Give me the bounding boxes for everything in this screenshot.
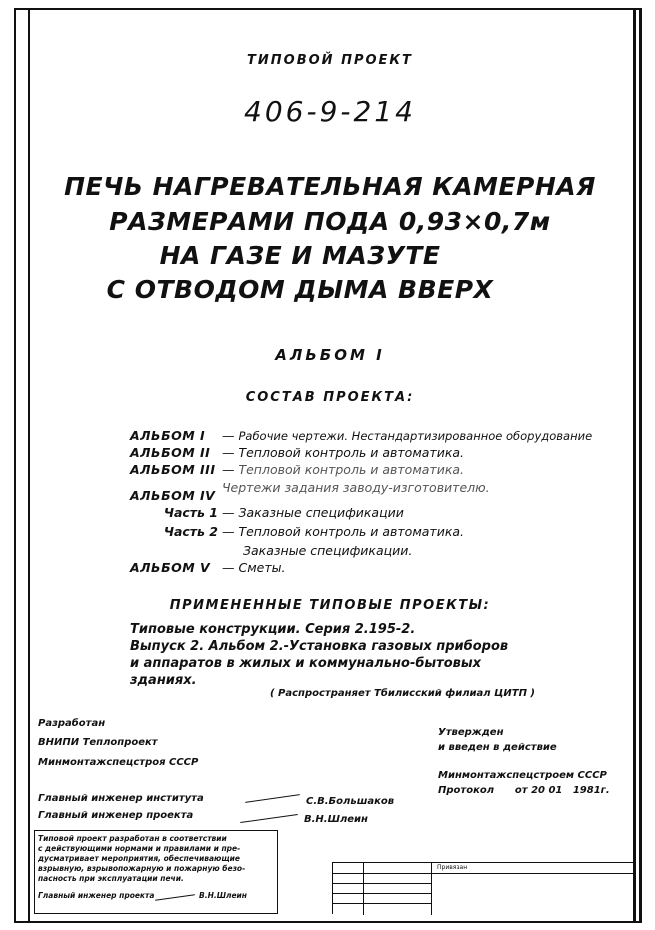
item-text: Тепловой контроль и автоматика. [238, 462, 465, 477]
project-type-label: ТИПОВОЙ ПРОЕКТ [247, 53, 413, 68]
stamp-line-1: Типовой проект разработан в соответствии [38, 834, 227, 843]
title-line-2: РАЗМЕРАМИ ПОДА 0,93×0,7м [109, 207, 551, 236]
table-rule [333, 903, 431, 904]
item-label: АЛЬБОМ II [130, 445, 211, 460]
applied-line-1: Типовые конструкции. Серия 2.195-2. [130, 622, 416, 637]
composition-item [130, 560, 285, 575]
title-block-table [332, 862, 633, 914]
stamp-signer-name: В.Н.Шлеин [199, 891, 247, 900]
stamp-line-6: Главный инженер проекта [38, 891, 155, 900]
chief-engineer-institute-name: С.В.Большаков [306, 796, 395, 807]
title-line-4: С ОТВОДОМ ДЫМА ВВЕРХ [106, 275, 494, 304]
approval-line-1: Утвержден [438, 727, 504, 738]
applied-line-2: Выпуск 2. Альбом 2.-Установка газовых приборов [130, 639, 509, 654]
item-dash: — [221, 505, 235, 520]
chief-engineer-institute-label: Главный инженер института [38, 793, 204, 804]
table-rule [363, 863, 364, 915]
table-rule [333, 893, 431, 894]
composition-item [130, 524, 464, 539]
stamp-line-4: взрывную, взрывопожарную и пожарную безо- [38, 864, 246, 873]
composition-item [130, 445, 464, 460]
item-text: Сметы. [238, 560, 286, 575]
distribution-note: ( Распространяет Тбилисский филиал ЦИТП ) [270, 688, 535, 699]
item-label: Часть 1 [163, 505, 218, 520]
stamp-line-2: с действующими нормами и правилами и пре- [38, 844, 241, 853]
table-rule [333, 883, 431, 884]
title-line-1: ПЕЧЬ НАГРЕВАТЕЛЬНАЯ КАМЕРНАЯ [64, 172, 596, 201]
composition-item [130, 505, 404, 520]
approval-line-3: Минмонтажспецстроем СССР [438, 770, 607, 781]
applied-heading: ПРИМЕНЕННЫЕ ТИПОВЫЕ ПРОЕКТЫ: [169, 598, 491, 613]
project-number: 406-9-214 [244, 95, 416, 128]
item-text: Тепловой контроль и автоматика. [238, 524, 465, 539]
item-label: АЛЬБОМ V [130, 560, 211, 575]
item-text: Тепловой контроль и автоматика. [238, 445, 465, 460]
title-line-3: НА ГАЗЕ И МАЗУТЕ [159, 241, 441, 270]
applied-line-4: зданиях. [130, 673, 197, 688]
item-text: Заказные спецификации. [243, 543, 413, 558]
item-dash: — [221, 560, 235, 575]
right-border-line [633, 8, 636, 923]
composition-item [130, 480, 490, 503]
applied-line-3: и аппаратов в жилых и коммунально-бытовых [130, 656, 482, 671]
item-dash: — [221, 428, 235, 443]
table-rule [431, 863, 432, 915]
composition-item [130, 428, 592, 443]
developer-line-3: Минмонтажспецстроя СССР [38, 757, 199, 768]
item-text: Заказные спецификации [238, 505, 404, 520]
item-label: Часть 2 [163, 524, 218, 539]
item-label: АЛЬБОМ I [130, 428, 206, 443]
developer-line-1: Разработан [38, 718, 106, 729]
compliance-stamp [34, 830, 278, 914]
right-border-line-outer [640, 8, 642, 923]
table-cell-label: Привязан [437, 864, 468, 871]
composition-heading: СОСТАВ ПРОЕКТА: [245, 390, 415, 405]
binding-margin-line [28, 8, 30, 923]
signature-mark [155, 894, 195, 901]
developer-line-2: ВНИПИ Теплопроект [38, 737, 158, 748]
chief-engineer-project-name: В.Н.Шлеин [304, 814, 368, 825]
stamp-line-3: дусматривает мероприятия, обеспечивающие [38, 854, 240, 863]
composition-item [243, 543, 412, 558]
item-dash: — [221, 462, 235, 477]
chief-engineer-project-label: Главный инженер проекта [38, 810, 194, 821]
composition-item [130, 462, 464, 477]
item-label: АЛЬБОМ III [130, 462, 216, 477]
table-rule [333, 873, 634, 874]
item-text: Рабочие чертежи. Нестандартизированное оборудование [238, 429, 593, 443]
item-dash: — [221, 445, 235, 460]
approval-line-2: и введен в действие [438, 742, 557, 753]
item-text: Чертежи задания заводу-изготовителю. [221, 480, 490, 495]
item-dash: — [221, 524, 235, 539]
approval-line-4: Протокол от 20 01 1981г. [438, 785, 610, 796]
album-label: АЛЬБОМ I [275, 346, 385, 364]
stamp-line-5: пасность при эксплуатации печи. [38, 874, 184, 883]
item-label: АЛЬБОМ IV [130, 488, 216, 503]
